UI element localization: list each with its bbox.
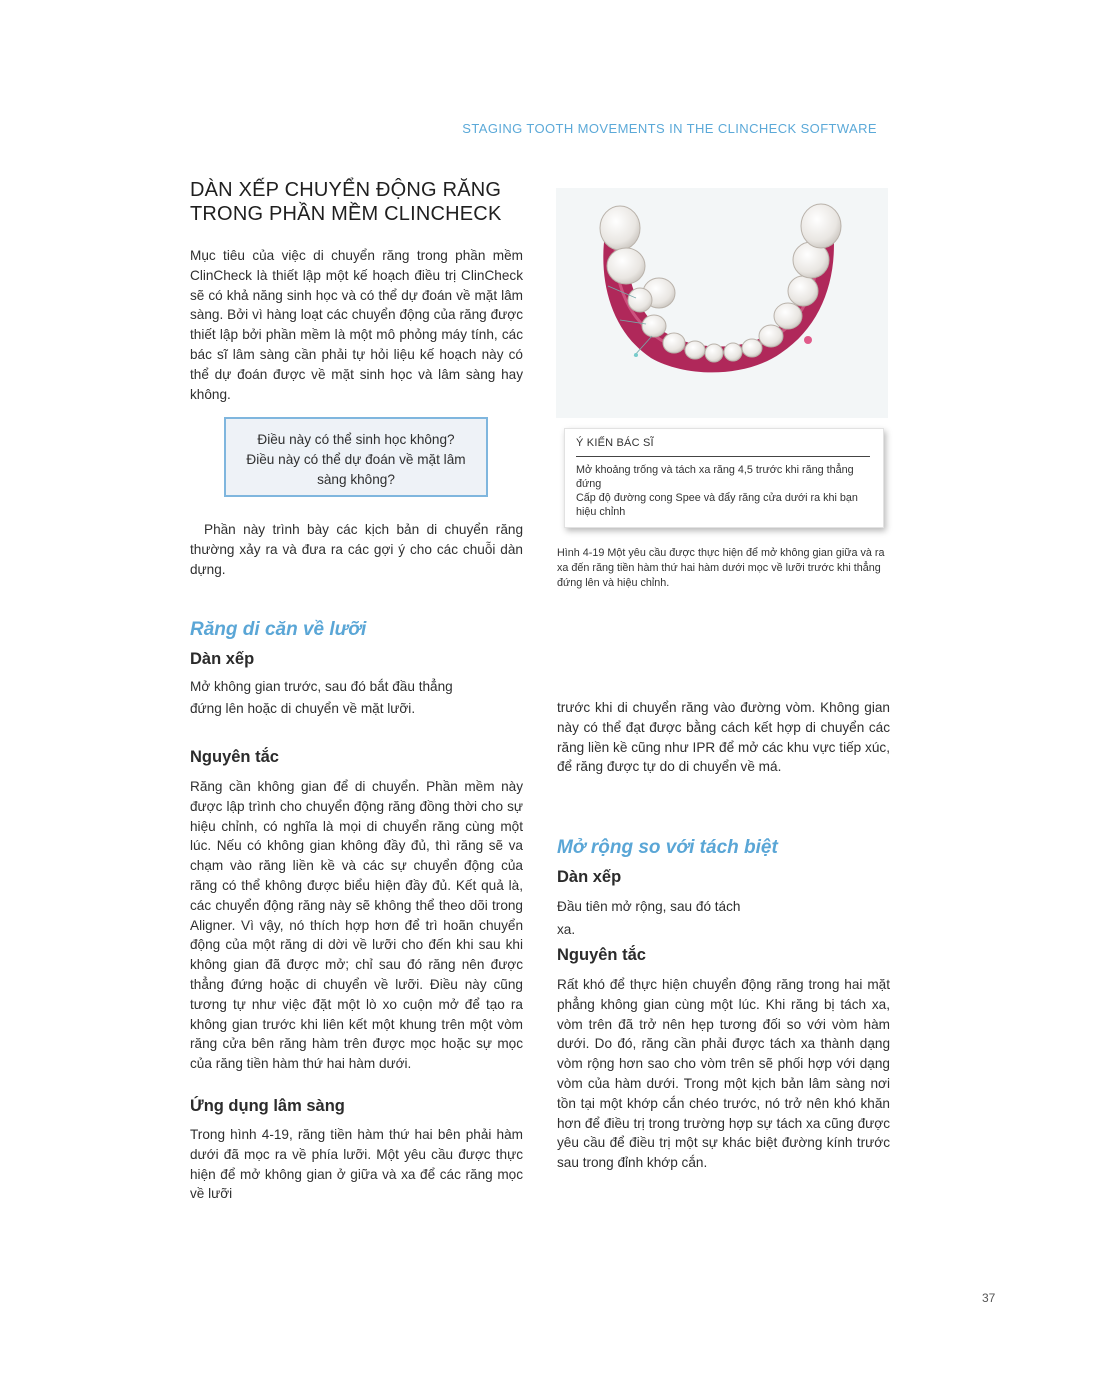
title-line-2: TRONG PHẦN MỀM CLINCHECK [190, 203, 502, 225]
staging-heading: Dàn xếp [190, 650, 255, 668]
opinion-line-1: Mở khoảng trống và tách xa răng 4,5 trước khi răng thẳng đứng [576, 464, 854, 490]
staging-heading-2: Dàn xếp [557, 868, 622, 886]
opinion-text [576, 463, 871, 519]
staging-paragraph: Mở không gian trước, sau đó bắt đầu thẳng đứng lên hoặc di chuyển về mặt lưỡi. [190, 679, 453, 716]
opinion-divider [576, 456, 870, 457]
principle-paragraph: Răng cần không gian để di chuyển. Phần mềm này được lập trình cho chuyển động răng đồng thời cho sự hiệu chỉnh, có nghĩa là mọi di chuyển răng cùng một lúc. Nếu có không gian không đầy đủ, thì răng sẽ va chạm vào răng liền kề và các sự chuyển động của răng có thể không được biểu hiện đầy đủ. Kết quả là, các chuyển động răng này sẽ không thể theo dõi trong Aligner. Vì vậy, nó thích hợp hơn để trì hoãn chuyển động của một răng di dời về lưỡi cho đến khi sau khi không gian đã được mở; chỉ sau đó răng nên được thẳng đứng hoặc di chuyển về lưỡi. Điều này cũng tương tự như việc đặt một lò xo cuộn mở để tạo ra không gian trước khi liên kết một khung trên một vòm răng cửa bên răng hàm trên được mọc hoặc sự mọc của răng tiền hàm thứ hai hàm dưới. [190, 779, 523, 1072]
title-line-1: DÀN XẾP CHUYỂN ĐỘNG RĂNG [190, 179, 502, 201]
section-heading-lingual: Răng di căn về lưỡi [190, 619, 367, 640]
page-title [190, 178, 530, 226]
principle-heading-2: Nguyên tắc [557, 946, 646, 964]
callout-line-3: sàng không? [317, 472, 395, 487]
callout-line-1: Điều này có thể sinh học không? [257, 432, 455, 447]
principle-heading: Nguyên tắc [190, 748, 279, 766]
figure-caption: Hình 4-19 Một yêu cầu được thực hiện để mở không gian giữa và ra xa đến răng tiền hàm thứ hai hàm dưới mọc về lưỡi trước khi thẳng đứng lên và hiệu chỉnh. [557, 547, 885, 589]
teeth-arch-figure [556, 188, 888, 418]
continued-paragraph: trước khi di chuyển răng vào đường vòm. Không gian này có thể đạt được bằng cách kết hợp di chuyển các răng liền kề cũng như IPR để mở các khu vực tiếp xúc, để răng được tự do di chuyển về má. [557, 700, 890, 775]
page-number: 37 [982, 1291, 996, 1305]
principle-paragraph-2: Rất khó để thực hiện chuyển động răng trong hai mặt phẳng không gian cùng một lúc. Khi răng bị tách xa, vòm trên đã trở nên hẹp tương đối so với vòm hàm dưới. Do đó, răng cần phải được tách xa thành dạng vòm rộng hơn sao cho vòm trên sẽ phối hợp với dạng vòm của hàm dưới. Trong một kịch bản lâm sàng nơi tồn tại một khớp cắn chéo trước, nó trở nên khó khăn hơn để điều trị trong trường hợp sự tách xa cũng được yêu cầu để điều trị một sự khác biệt đường kính trước sau trong đỉnh khớp cắn. [557, 977, 890, 1171]
running-header: STAGING TOOTH MOVEMENTS IN THE CLINCHECK SOFTWARE [462, 121, 877, 136]
doctor-opinion-box [564, 428, 884, 528]
clinical-application-paragraph: Trong hình 4-19, răng tiền hàm thứ hai bên phải hàm dưới đã mọc ra về phía lưỡi. Một yêu cầu được thực hiện để mở không gian ở giữa và xa để các răng mọc về lưỡi [190, 1127, 523, 1202]
staging-paragraph-2: Đầu tiên mở rộng, sau đó tách xa. [557, 899, 741, 937]
section-heading-expansion: Mở rộng so với tách biệt [557, 837, 778, 858]
clinical-application-heading: Ứng dụng lâm sàng [190, 1097, 345, 1115]
intro-paragraph-2: Phần này trình bày các kịch bản di chuyển răng thường xảy ra và đưa ra các gợi ý cho các chuỗi dàn dựng. [190, 522, 523, 577]
teeth-arch-illustration [556, 188, 888, 418]
opinion-title: Ý KIẾN BÁC SĨ [576, 437, 654, 449]
callout-box [224, 417, 488, 497]
opinion-line-2: Cấp độ đường cong Spee và đẩy răng cửa dưới ra khi bạn hiệu chỉnh [576, 492, 858, 518]
callout-line-2: Điều này có thể dự đoán về mặt lâm [246, 452, 466, 467]
intro-paragraph: Mục tiêu của việc di chuyển răng trong phần mềm ClinCheck là thiết lập một kế hoạch điều trị ClinCheck sẽ có khả năng sinh học và có thể dự đoán về mặt lâm sàng. Bởi vì hàng loạt các chuyển động của răng được thiết lập bởi phần mềm là một mô phỏng máy tính, các bác sĩ lâm sàng cần phải tự hỏi liệu kế hoạch này có thể dự đoán được về mặt sinh học và lâm sàng hay không. [190, 248, 523, 402]
